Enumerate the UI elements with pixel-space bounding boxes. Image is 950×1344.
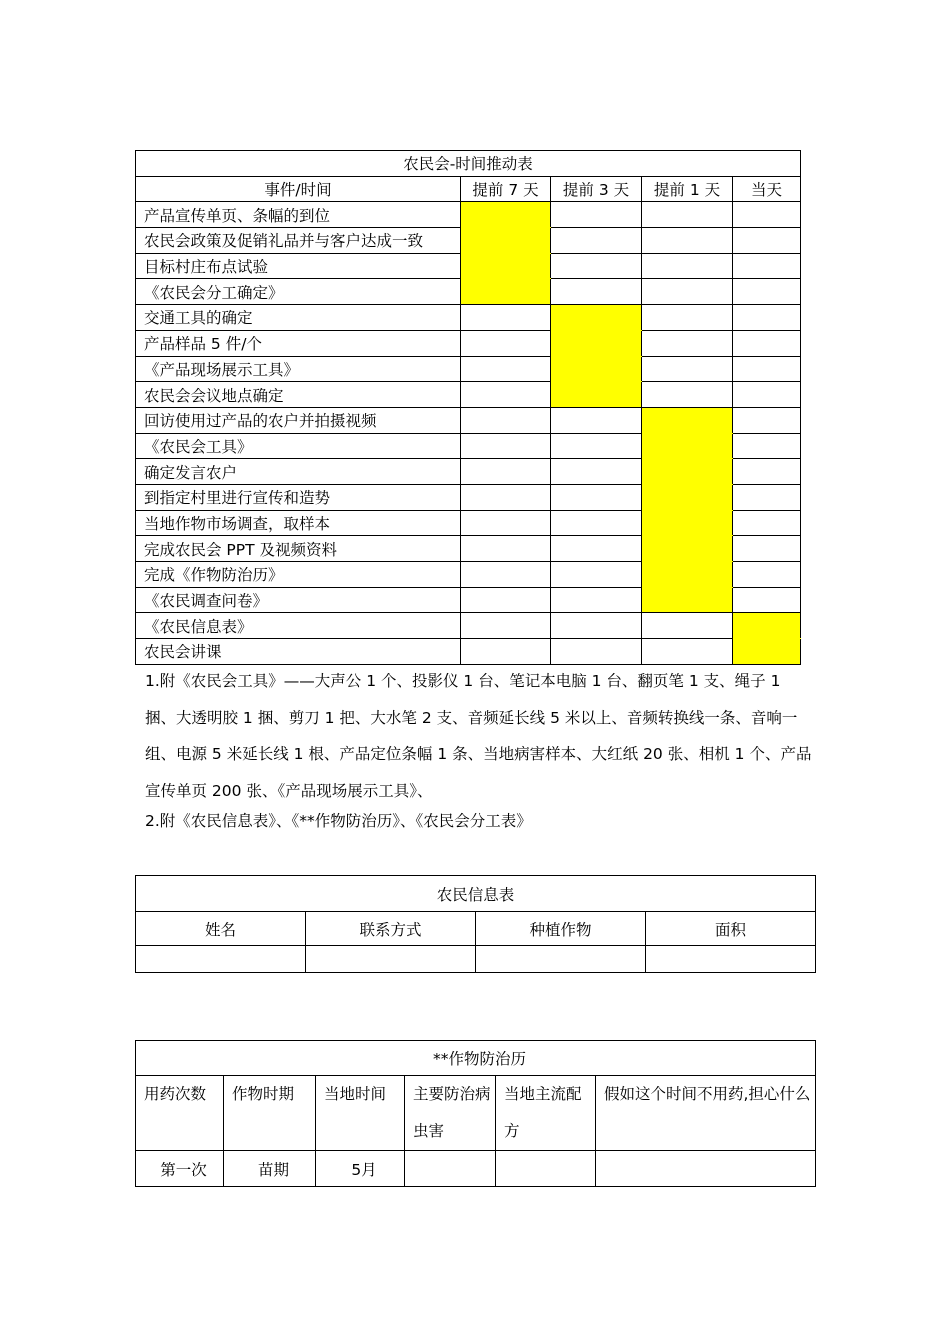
event-cell: 《农民信息表》	[136, 613, 461, 639]
timeline-cell	[733, 253, 801, 279]
cell-contact	[306, 946, 476, 973]
timeline-cell	[461, 587, 551, 613]
timeline-cell	[642, 433, 733, 459]
cell-times: 第一次	[136, 1151, 224, 1187]
timeline-cell	[642, 228, 733, 254]
timeline-cell	[461, 459, 551, 485]
timeline-cell	[642, 587, 733, 613]
timeline-cell	[642, 253, 733, 279]
event-cell: 《农民会工具》	[136, 433, 461, 459]
header-concern: 假如这个时间不用药,担心什么	[596, 1076, 816, 1151]
timeline-cell	[551, 228, 642, 254]
timeline-cell	[733, 202, 801, 228]
header-pests: 主要防治病虫害	[405, 1076, 496, 1151]
event-cell: 到指定村里进行宣传和造势	[136, 484, 461, 510]
header-stage: 作物时期	[224, 1076, 316, 1151]
schedule-row	[136, 639, 801, 665]
schedule-table	[135, 150, 801, 665]
timeline-cell	[461, 202, 551, 228]
timeline-cell	[733, 356, 801, 382]
timeline-cell	[642, 459, 733, 485]
header-name: 姓名	[136, 912, 306, 946]
schedule-row	[136, 587, 801, 613]
event-cell: 《农民调查问卷》	[136, 587, 461, 613]
schedule-row	[136, 613, 801, 639]
timeline-cell	[642, 510, 733, 536]
timeline-cell	[733, 305, 801, 331]
timeline-cell	[461, 639, 551, 665]
timeline-cell	[733, 510, 801, 536]
event-cell: 农民会讲课	[136, 639, 461, 665]
timeline-cell	[461, 484, 551, 510]
timeline-cell	[551, 356, 642, 382]
timeline-cell	[461, 330, 551, 356]
timeline-cell	[642, 305, 733, 331]
timeline-cell	[551, 562, 642, 588]
cell-name	[136, 946, 306, 973]
timeline-cell	[733, 587, 801, 613]
schedule-row	[136, 330, 801, 356]
timeline-cell	[551, 433, 642, 459]
schedule-row	[136, 536, 801, 562]
timeline-cell	[642, 202, 733, 228]
schedule-row	[136, 382, 801, 408]
timeline-cell	[461, 613, 551, 639]
timeline-cell	[551, 587, 642, 613]
timeline-cell	[642, 356, 733, 382]
timeline-cell	[733, 562, 801, 588]
header-times: 用药次数	[136, 1076, 224, 1151]
timeline-cell	[551, 536, 642, 562]
event-cell: 目标村庄布点试验	[136, 253, 461, 279]
schedule-row	[136, 279, 801, 305]
timeline-cell	[551, 407, 642, 433]
header-event: 事件/时间	[136, 176, 461, 202]
schedule-row	[136, 433, 801, 459]
event-cell: 当地作物市场调查，取样本	[136, 510, 461, 536]
timeline-cell	[551, 382, 642, 408]
schedule-body	[136, 202, 801, 664]
timeline-cell	[461, 407, 551, 433]
timeline-cell	[551, 459, 642, 485]
timeline-cell	[733, 330, 801, 356]
timeline-cell	[733, 407, 801, 433]
timeline-cell	[642, 484, 733, 510]
timeline-cell	[733, 536, 801, 562]
timeline-cell	[461, 228, 551, 254]
timeline-cell	[461, 510, 551, 536]
event-cell: 回访使用过产品的农户并拍摄视频	[136, 407, 461, 433]
timeline-cell	[733, 279, 801, 305]
header-3d: 提前 3 天	[551, 176, 642, 202]
timeline-cell	[642, 613, 733, 639]
timeline-cell	[733, 459, 801, 485]
schedule-row	[136, 562, 801, 588]
timeline-cell	[551, 639, 642, 665]
header-1d: 提前 1 天	[642, 176, 733, 202]
schedule-row	[136, 484, 801, 510]
schedule-row	[136, 228, 801, 254]
header-crop: 种植作物	[476, 912, 646, 946]
farmer-info-table	[135, 875, 816, 973]
event-cell: 产品样品 5 件/个	[136, 330, 461, 356]
cell-concern	[596, 1151, 816, 1187]
cell-formula	[496, 1151, 596, 1187]
timeline-cell	[551, 253, 642, 279]
timeline-cell	[551, 510, 642, 536]
schedule-row	[136, 407, 801, 433]
timeline-cell	[551, 279, 642, 305]
calendar-title: **作物防治历	[136, 1041, 816, 1076]
cell-pests	[405, 1151, 496, 1187]
schedule-row	[136, 510, 801, 536]
schedule-row	[136, 202, 801, 228]
timeline-cell	[551, 484, 642, 510]
timeline-cell	[733, 484, 801, 510]
schedule-row	[136, 356, 801, 382]
event-cell: 《产品现场展示工具》	[136, 356, 461, 382]
schedule-row	[136, 305, 801, 331]
header-area: 面积	[646, 912, 816, 946]
timeline-cell	[642, 562, 733, 588]
timeline-cell	[551, 202, 642, 228]
header-local-time: 当地时间	[316, 1076, 405, 1151]
timeline-cell	[461, 536, 551, 562]
timeline-cell	[461, 562, 551, 588]
schedule-row	[136, 459, 801, 485]
event-cell: 《农民会分工确定》	[136, 279, 461, 305]
timeline-cell	[642, 536, 733, 562]
event-cell: 农民会政策及促销礼品并与客户达成一致	[136, 228, 461, 254]
timeline-cell	[461, 382, 551, 408]
note-tools: 1.附《农民会工具》——大声公 1 个、投影仪 1 台、笔记本电脑 1 台、翻页笔 1 支、绳子 1 捆、大透明胶 1 捆、剪刀 1 把、大水笔 2 支、音频延长线 5 米以上、音频转换线一条、音响一组、电源 5 米延长线 1 根、产品定位条幅 1 条、当地病害样本、大红纸 20 张、相机 1 个、产品宣传单页 200 张、《产品现场展示工具》、	[145, 672, 812, 800]
header-formula: 当地主流配方	[496, 1076, 596, 1151]
timeline-cell	[733, 639, 801, 665]
timeline-cell	[642, 279, 733, 305]
farmer-info-title: 农民信息表	[136, 876, 816, 912]
timeline-cell	[461, 279, 551, 305]
event-cell: 完成《作物防治历》	[136, 562, 461, 588]
timeline-cell	[551, 330, 642, 356]
timeline-cell	[642, 382, 733, 408]
schedule-row	[136, 253, 801, 279]
timeline-cell	[642, 330, 733, 356]
crop-calendar-table	[135, 1040, 816, 1187]
event-cell: 产品宣传单页、条幅的到位	[136, 202, 461, 228]
timeline-cell	[461, 305, 551, 331]
event-cell: 完成农民会 PPT 及视频资料	[136, 536, 461, 562]
header-7d: 提前 7 天	[461, 176, 551, 202]
cell-local-time: 5月	[316, 1151, 405, 1187]
event-cell: 交通工具的确定	[136, 305, 461, 331]
event-cell: 农民会会议地点确定	[136, 382, 461, 408]
timeline-cell	[551, 305, 642, 331]
timeline-cell	[733, 433, 801, 459]
header-contact: 联系方式	[306, 912, 476, 946]
timeline-cell	[551, 613, 642, 639]
timeline-cell	[461, 356, 551, 382]
note-attachments: 2.附《农民信息表》、《**作物防治历》、《农民会分工表》	[145, 812, 532, 830]
header-day: 当天	[733, 176, 801, 202]
cell-area	[646, 946, 816, 973]
timeline-cell	[461, 253, 551, 279]
schedule-title: 农民会-时间推动表	[136, 151, 801, 177]
timeline-cell	[733, 228, 801, 254]
timeline-cell	[642, 407, 733, 433]
cell-crop	[476, 946, 646, 973]
cell-stage: 苗期	[224, 1151, 316, 1187]
event-cell: 确定发言农户	[136, 459, 461, 485]
timeline-cell	[733, 382, 801, 408]
timeline-cell	[461, 433, 551, 459]
timeline-cell	[642, 639, 733, 665]
timeline-cell	[733, 613, 801, 639]
